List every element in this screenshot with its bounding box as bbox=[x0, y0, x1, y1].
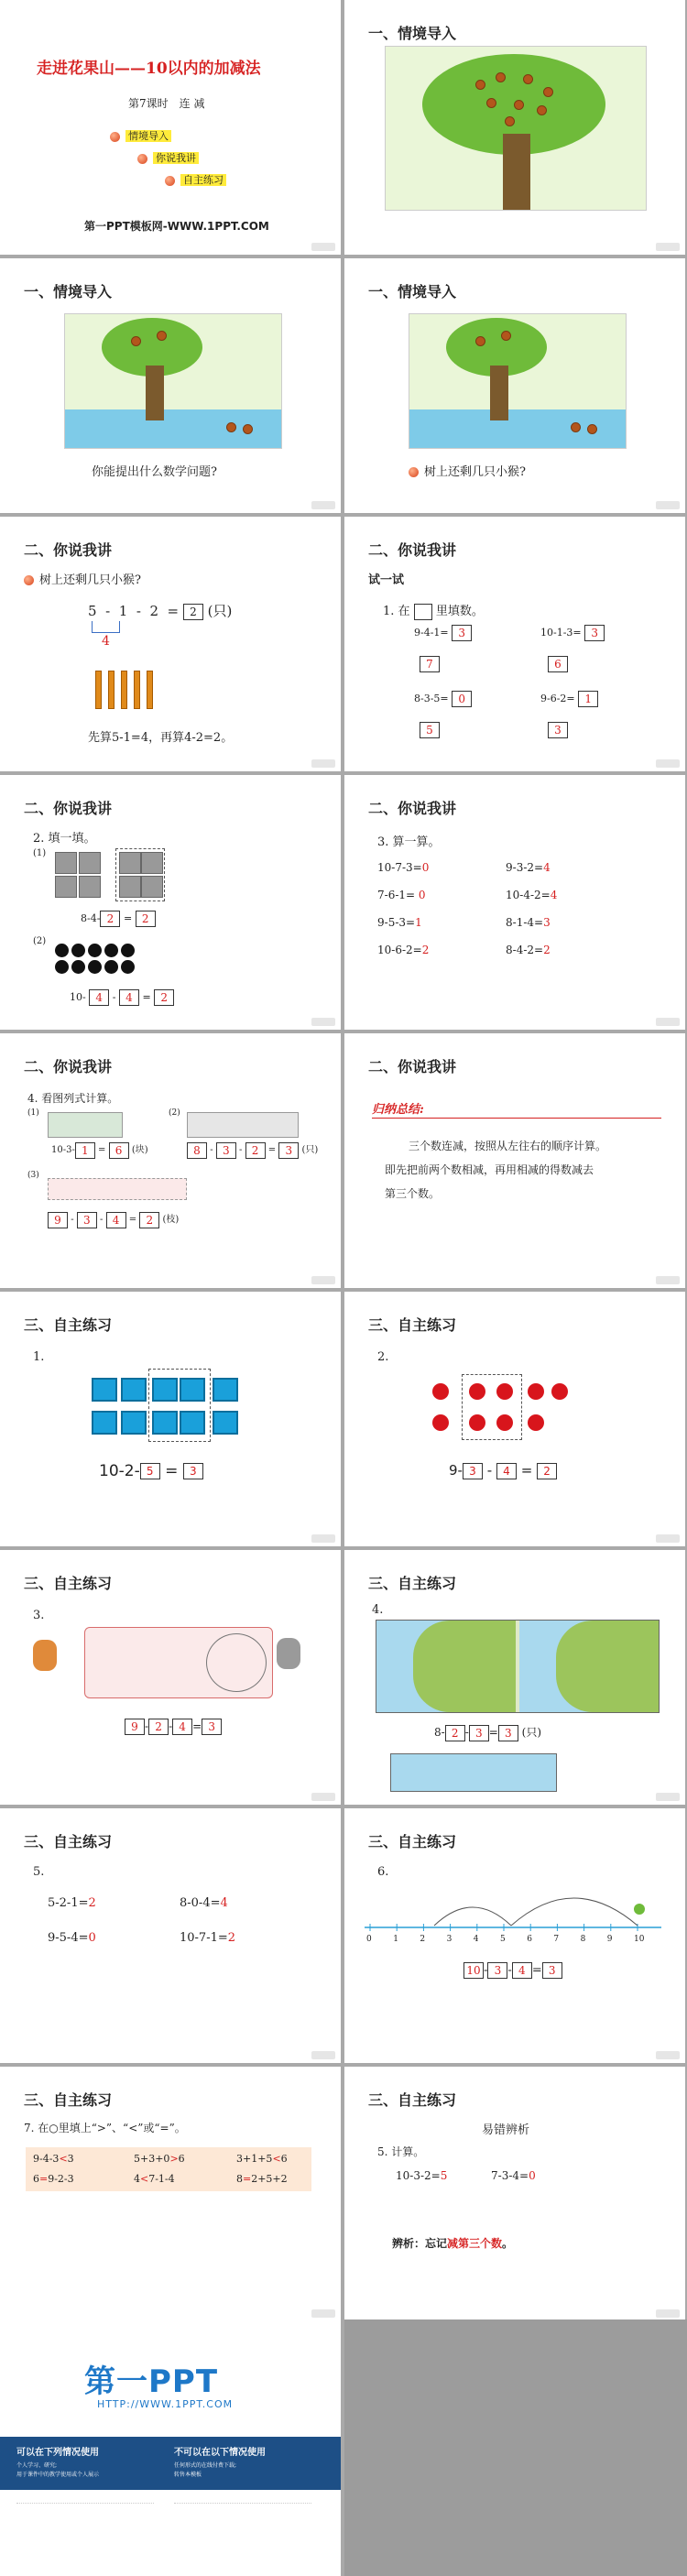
task-text: 7. 在○里填上“>”、“<”或“=”。 bbox=[24, 2122, 186, 2134]
summary-line-1: 三个数连减，按照从左往右的顺序计算。 bbox=[409, 1140, 607, 1152]
calc-row-3: 9-5-3=1 bbox=[377, 916, 422, 929]
question-text: 树上还剩几只小猴? bbox=[24, 570, 141, 587]
slide-18[interactable] bbox=[344, 2067, 685, 2321]
slide-3[interactable] bbox=[0, 258, 341, 513]
equation: 10 - 3 - 4 = 3 bbox=[463, 1962, 562, 1979]
equation-2: 8 - 3 - 2 = 3 (只) bbox=[187, 1141, 318, 1159]
calc-row-1: 10-7-3=0 bbox=[377, 861, 430, 874]
slide-8[interactable] bbox=[344, 775, 685, 1030]
item-2-mid: 6 bbox=[548, 656, 568, 672]
slide-14[interactable] bbox=[344, 1550, 685, 1805]
task-text: 4. 看图列式计算。 bbox=[27, 1092, 119, 1105]
slide-10[interactable] bbox=[344, 1033, 685, 1288]
fish-bowl-illustration bbox=[84, 1627, 273, 1698]
equation: 10-2- 5 = 3 bbox=[99, 1462, 203, 1480]
slide-badge bbox=[656, 1793, 680, 1801]
sub-heading: 易错辨析 bbox=[482, 2123, 530, 2137]
task-text: 1. 在 里填数。 bbox=[383, 605, 484, 618]
calc-2: 7-3-4=0 bbox=[491, 2169, 536, 2182]
equation: 9 - 2 - 4 = 3 bbox=[125, 1719, 222, 1735]
slide-badge bbox=[311, 1793, 335, 1801]
sub-heading: 试一试 bbox=[368, 573, 405, 587]
brand-header bbox=[0, 2319, 341, 2437]
compare-1: 9-4-3<3 bbox=[33, 2153, 74, 2165]
slide-heading: 二、你说我讲 bbox=[368, 800, 457, 817]
tick-label: 8 bbox=[580, 1935, 586, 1944]
tick-label: 4 bbox=[473, 1935, 479, 1944]
ducks-strip-illustration bbox=[390, 1753, 557, 1792]
slide-badge bbox=[656, 1018, 680, 1026]
part-label: (2) bbox=[33, 936, 47, 946]
intermediate-result: 4 bbox=[102, 634, 110, 649]
tick-label: 7 bbox=[553, 1935, 560, 1944]
slide-5[interactable] bbox=[0, 517, 341, 771]
task-number: 6. bbox=[377, 1865, 389, 1879]
slide-heading: 一、情境导入 bbox=[24, 283, 113, 300]
brand-logo: 第一PPT bbox=[84, 2363, 219, 2400]
compare-3: 3+1+5<6 bbox=[236, 2153, 288, 2165]
tick-label: 2 bbox=[420, 1935, 426, 1944]
slide-13[interactable] bbox=[0, 1550, 341, 1805]
slide-12[interactable] bbox=[344, 1292, 685, 1546]
slide-15[interactable] bbox=[0, 1808, 341, 2063]
orb-icon bbox=[110, 132, 120, 142]
part-label: (1) bbox=[33, 848, 47, 858]
tiger-icon bbox=[33, 1640, 57, 1671]
equation: 9- 3 - 4 = 2 bbox=[449, 1462, 557, 1479]
slide-badge bbox=[311, 243, 335, 251]
slide-heading: 三、自主练习 bbox=[368, 1316, 457, 1334]
menu-item-2[interactable]: 你说我讲 bbox=[137, 150, 199, 165]
calc-row-4b: 8-4-2=2 bbox=[506, 944, 551, 956]
slide-heading: 三、自主练习 bbox=[368, 1575, 457, 1592]
task-number: 2. bbox=[377, 1350, 389, 1364]
tick-label: 9 bbox=[606, 1935, 613, 1944]
tick-label: 6 bbox=[527, 1935, 532, 1944]
orb-icon bbox=[24, 575, 34, 585]
slide-17[interactable] bbox=[0, 2067, 341, 2321]
task-text: 3. 算一算。 bbox=[377, 835, 441, 849]
summary-line-2: 即先把前两个数相减，再用相减的得数减去 bbox=[385, 1163, 594, 1176]
cannot-title: 不可以在以下情况使用 bbox=[174, 2448, 266, 2458]
slide-heading: 二、你说我讲 bbox=[24, 800, 113, 817]
slide-badge bbox=[311, 759, 335, 768]
orb-icon bbox=[409, 467, 419, 477]
task-text: 5. 计算。 bbox=[377, 2145, 425, 2158]
slide-badge bbox=[656, 1276, 680, 1284]
slide-heading: 三、自主练习 bbox=[24, 1833, 113, 1850]
calc-row-1b: 8-0-4=4 bbox=[180, 1896, 228, 1910]
calc-row-2: 9-5-4=0 bbox=[48, 1931, 96, 1945]
slide-heading: 二、你说我讲 bbox=[368, 1058, 457, 1075]
cat-icon bbox=[277, 1638, 300, 1669]
blank-panel bbox=[344, 2319, 687, 2576]
calc-row-2: 7-6-1= 0 bbox=[377, 889, 426, 901]
can-item: 个人学习、研究; bbox=[16, 2462, 58, 2469]
item-1-mid: 7 bbox=[420, 656, 440, 672]
equation-1: 8-4- 2 = 2 bbox=[81, 911, 156, 927]
summary-line-3: 第三个数。 bbox=[385, 1187, 441, 1200]
equation-3: 9 - 3 - 4 = 2 (枝) bbox=[48, 1211, 179, 1228]
slide-2[interactable] bbox=[344, 0, 685, 255]
slide-title: 走进花果山——10以内的加减法 bbox=[37, 60, 261, 78]
item-4: 9-6-2= 1 bbox=[540, 691, 598, 707]
birds-illustration bbox=[187, 1112, 299, 1138]
slide-heading: 三、自主练习 bbox=[368, 2091, 457, 2109]
slide-4[interactable] bbox=[344, 258, 685, 513]
tick-label: 5 bbox=[500, 1935, 506, 1944]
site-label: 第一PPT模板网-WWW.1PPT.COM bbox=[84, 220, 269, 233]
compare-4: 6=9-2-3 bbox=[33, 2173, 74, 2185]
task-number: 4. bbox=[372, 1603, 384, 1617]
calc-row-3b: 8-1-4=3 bbox=[506, 916, 551, 929]
slide-heading: 二、你说我讲 bbox=[24, 1058, 113, 1075]
slide-badge bbox=[311, 1534, 335, 1543]
slide-1[interactable] bbox=[0, 0, 341, 255]
links-area bbox=[0, 2490, 341, 2576]
slide-heading: 三、自主练习 bbox=[368, 1833, 457, 1850]
task-number: 1. bbox=[33, 1350, 45, 1364]
slide-badge bbox=[311, 1018, 335, 1026]
tick-label: 1 bbox=[393, 1935, 398, 1944]
compare-2: 5+3+0>6 bbox=[134, 2153, 185, 2165]
compare-6: 8=2+5+2 bbox=[236, 2173, 288, 2185]
slide-9[interactable] bbox=[0, 1033, 341, 1288]
tick-label: 3 bbox=[446, 1935, 453, 1944]
slide-heading: 二、你说我讲 bbox=[24, 541, 113, 559]
part-label: (3) bbox=[27, 1171, 39, 1180]
slide-heading: 三、自主练习 bbox=[24, 2091, 113, 2109]
calc-row-2b: 10-4-2=4 bbox=[506, 889, 558, 901]
slide-badge bbox=[311, 2309, 335, 2318]
slide-6[interactable] bbox=[344, 517, 685, 771]
slide-badge bbox=[656, 1534, 680, 1543]
menu-item-1[interactable]: 情境导入 bbox=[110, 128, 171, 143]
monkey-tree-illustration bbox=[64, 313, 282, 449]
question-text: 你能提出什么数学问题? bbox=[92, 465, 217, 479]
frog-icon bbox=[634, 1904, 645, 1915]
slide-heading: 三、自主练习 bbox=[24, 1316, 113, 1334]
flowers-illustration bbox=[48, 1178, 187, 1200]
orb-icon bbox=[137, 154, 147, 164]
summary-title: 归纳总结: bbox=[372, 1103, 424, 1117]
monkey-tree-illustration bbox=[409, 313, 627, 449]
slide-badge bbox=[311, 1276, 335, 1284]
slide-badge bbox=[311, 2051, 335, 2059]
can-title: 可以在下列情况使用 bbox=[16, 2448, 99, 2458]
menu-item-3[interactable]: 自主练习 bbox=[165, 172, 226, 187]
calc-1: 10-3-2=5 bbox=[396, 2169, 448, 2182]
slide-11[interactable] bbox=[0, 1292, 341, 1546]
item-1: 9-4-1= 3 bbox=[414, 625, 472, 641]
ducks-pond-illustration bbox=[376, 1620, 660, 1713]
task-text: 2. 填一填。 bbox=[33, 832, 96, 846]
slide-heading: 一、情境导入 bbox=[368, 283, 457, 300]
calc-row-4: 10-6-2=2 bbox=[377, 944, 430, 956]
slide-badge bbox=[311, 501, 335, 509]
slide-badge bbox=[656, 501, 680, 509]
item-3: 8-3-5= 0 bbox=[414, 691, 472, 707]
slide-16[interactable] bbox=[344, 1808, 685, 2063]
brand-url[interactable]: HTTP://WWW.1PPT.COM bbox=[97, 2398, 234, 2410]
equation: 8- 2 - 3 = 3 (只) bbox=[434, 1726, 542, 1740]
note-text: 先算5-1=4，再算4-2=2。 bbox=[88, 731, 234, 745]
item-4-mid: 3 bbox=[548, 722, 568, 738]
question-text: 树上还剩几只小猴? bbox=[409, 462, 526, 479]
item-2: 10-1-3= 3 bbox=[540, 625, 605, 641]
tick-label: 10 bbox=[634, 1935, 645, 1944]
task-number: 3. bbox=[33, 1609, 45, 1622]
orb-icon bbox=[165, 176, 175, 186]
slide-heading: 一、情境导入 bbox=[368, 25, 457, 42]
compare-5: 4<7-1-4 bbox=[134, 2173, 175, 2185]
part-label: (2) bbox=[169, 1108, 180, 1118]
calc-row-1: 5-2-1=2 bbox=[48, 1896, 96, 1910]
blocks-illustration bbox=[48, 1112, 123, 1138]
part-label: (1) bbox=[27, 1108, 39, 1118]
slide-heading: 二、你说我讲 bbox=[368, 541, 457, 559]
slide-badge bbox=[656, 2309, 680, 2318]
equation: 5 - 1 - 2 = 2 (只) bbox=[88, 603, 233, 619]
usage-band bbox=[0, 2437, 341, 2490]
slide-7[interactable] bbox=[0, 775, 341, 1030]
note-text: 辨析：忘记减第三个数。 bbox=[392, 2237, 514, 2250]
slide-heading: 三、自主练习 bbox=[24, 1575, 113, 1592]
item-3-mid: 5 bbox=[420, 722, 440, 738]
cannot-item: 转售本模板 bbox=[174, 2472, 202, 2478]
slide-badge bbox=[656, 2051, 680, 2059]
slide-badge bbox=[656, 243, 680, 251]
lesson-label: 第7课时 连 减 bbox=[128, 97, 205, 110]
task-number: 5. bbox=[33, 1865, 45, 1879]
slide-badge bbox=[656, 759, 680, 768]
calc-row-2b: 10-7-1=2 bbox=[180, 1931, 236, 1945]
tick-label: 0 bbox=[366, 1935, 372, 1944]
cannot-item: 任何形式的在线付费下载; bbox=[174, 2462, 237, 2469]
monkey-tree-illustration bbox=[385, 46, 647, 211]
calc-row-1b: 9-3-2=4 bbox=[506, 861, 551, 874]
equation-1: 10-3- 1 = 6 (块) bbox=[51, 1143, 148, 1157]
can-item: 用于课件中的教学使用或个人展示 bbox=[16, 2472, 100, 2478]
equation-2: 10- 4 - 4 = 2 bbox=[70, 989, 174, 1006]
